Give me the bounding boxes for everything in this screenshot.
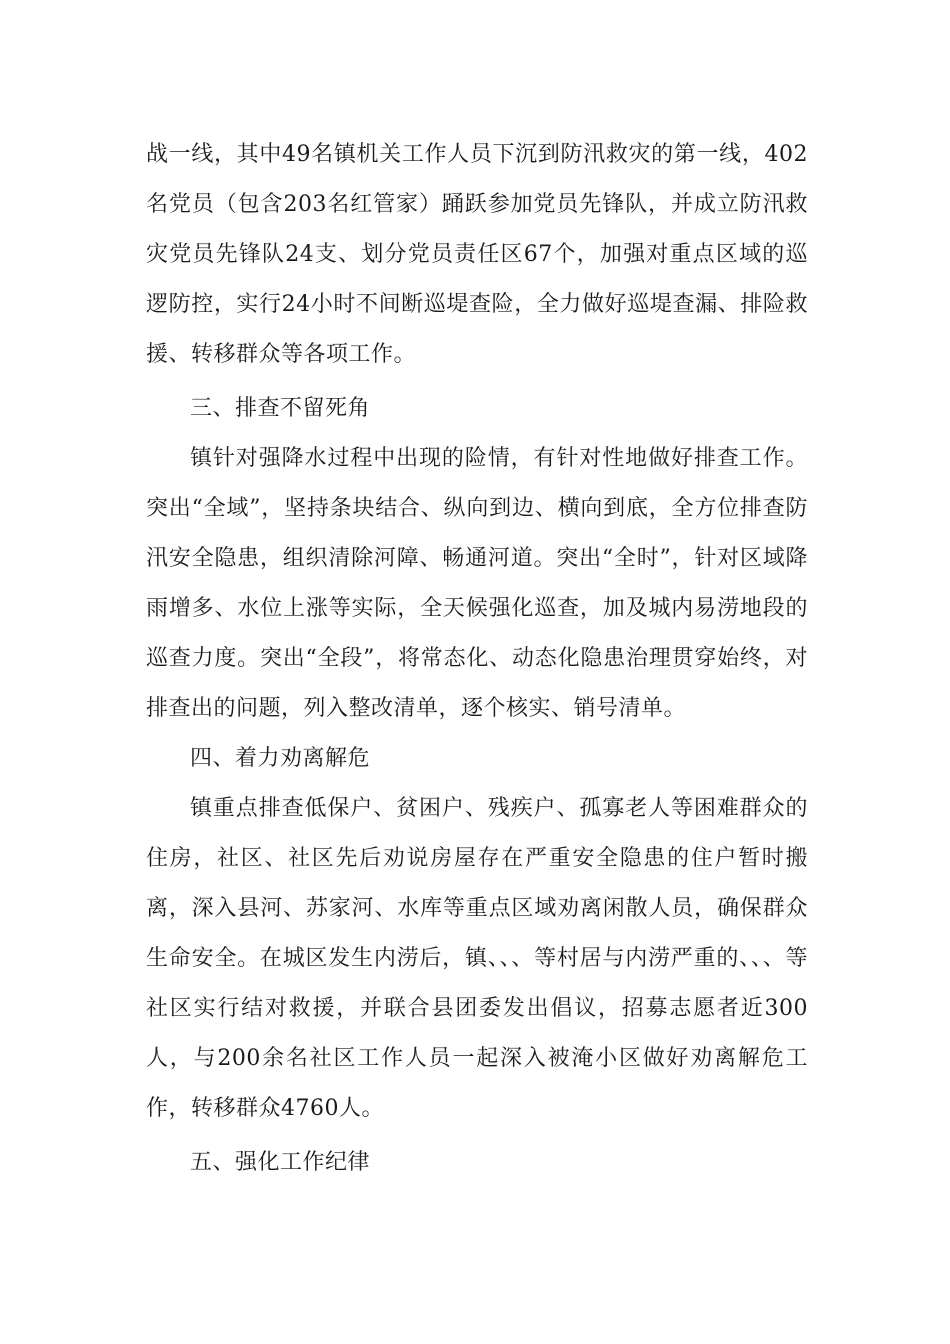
document-body [146,130,808,1188]
heading-evacuation: 四、着力劝离解危 [190,746,371,771]
heading-inspection: 三、排查不留死角 [190,396,371,421]
heading-discipline: 五、强化工作纪律 [190,1150,371,1175]
paragraph-evacuation: 镇重点排查低保户、贫困户、残疾户、孤寡老人等困难群众的住房，社区、社区先后劝说房屋存在严重安全隐患的住户暂时搬离，深入县河、苏家河、水库等重点区域劝离闲散人员，确保群众生命安全。在城区发生内涝后，镇、、、等村居与内涝严重的、、、等社区实行结对救援，并联合县团委发出倡议，招募志愿者近300人，与200余名社区工作人员一起深入被淹小区做好劝离解危工作，转移群众4760人。 [146,796,808,1121]
paragraph-inspection: 镇针对强降水过程中出现的险情，有针对性地做好排查工作。突出“全域”，坚持条块结合、纵向到边、横向到底，全方位排查防汛安全隐患，组织清除河障、畅通河道。突出“全时”，针对区域降雨增多、水位上涨等实际，全天候强化巡查，加及城内易涝地段的巡查力度。突出“全段”，将常态化、动态化隐患治理贯穿始终，对排查出的问题，列入整改清单，逐个核实、销号清单。 [146,446,808,721]
paragraph-flood-frontline: 战一线，其中49名镇机关工作人员下沉到防汛救灾的第一线，402名党员（包含203名红管家）踊跃参加党员先锋队，并成立防汛救灾党员先锋队24支、划分党员责任区67个，加强对重点区域的巡逻防控，实行24小时不间断巡堤查险，全力做好巡堤查漏、排险救援、转移群众等各项工作。 [146,142,808,367]
